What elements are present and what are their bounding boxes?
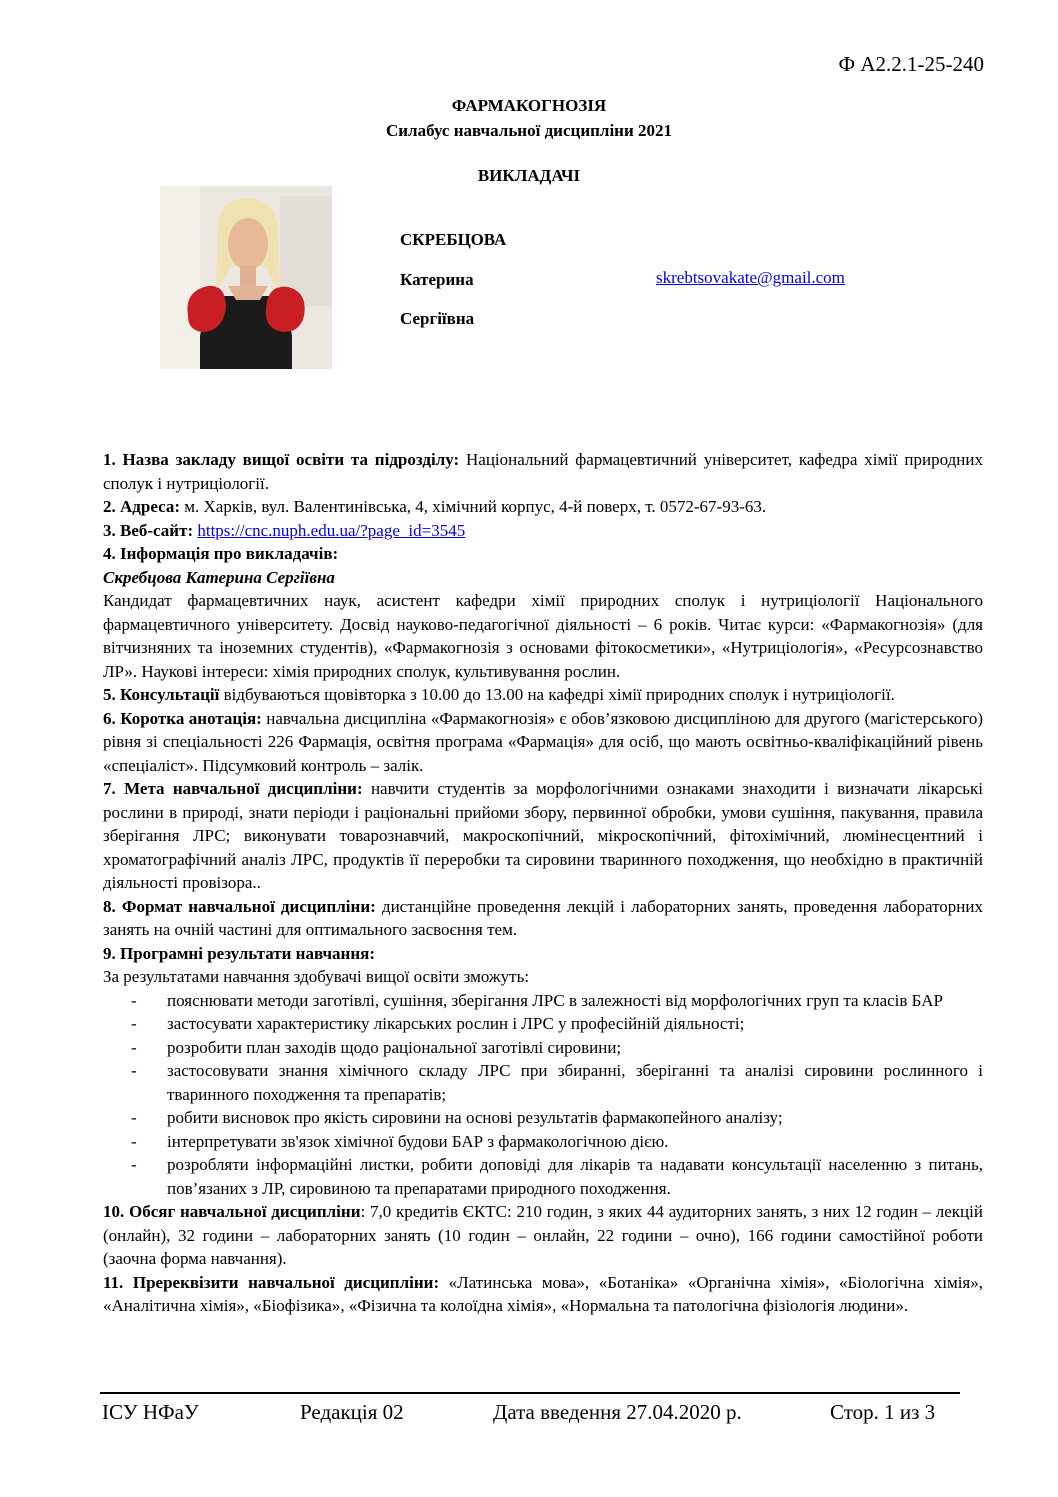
section-7-text: навчити студентів за морфологічними ознаками знаходити і визначати лікарські рослини в природі, знати періоди і раціональні прийоми збору, первинної обробки, умови сушіння, пакування, правила зберігання ЛРС; виконувати товарознавчий, макроскопічний, мікроскопічний, фітохімічний, люмінесцентний і хроматографічний аналіз ЛРС, продуктів її переробки та сировини тваринного походження, що необхідно в практичній діяльності провізора.. <box>103 779 983 892</box>
teacher-portrait-image <box>160 186 332 369</box>
footer-page-number: Стор. 1 из 3 <box>830 1400 936 1424</box>
section-8-label: 8. Формат навчальної дисципліни: <box>103 896 376 916</box>
website-link[interactable]: https://cnc.nuph.edu.ua/?page_id=3545 <box>197 520 466 540</box>
teacher-surname: СКРЕБЦОВА <box>400 230 507 249</box>
section-1-text: Національний фармацевтичний університет, кафедра хімії природних сполук і нутриціології. <box>103 450 983 493</box>
section-11-label: 11. Пререквізити навчальної дисципліни: <box>103 1272 440 1292</box>
section-7-label: 7. Мета навчальної дисципліни: <box>103 779 363 798</box>
syllabus-content <box>103 448 983 1318</box>
section-7 <box>103 777 983 895</box>
section-5 <box>103 683 983 707</box>
section-4-teacher-name <box>103 566 983 590</box>
list-item: - розробляти інформаційні листки, робити доповіді для лікарів та надавати консультації населенню з питань, пов’язаних з ЛР, сировиною та препаратами природного походження. <box>131 1155 983 1198</box>
list-item: - робити висновок про якість сировини на основі результатів фармакопейного аналізу; <box>131 1108 783 1127</box>
section-9 <box>103 942 983 966</box>
footer-date: Дата введення 27.04.2020 р. <box>493 1400 742 1424</box>
section-3-label: 3. Веб-сайт: <box>103 520 194 540</box>
section-11 <box>103 1271 983 1318</box>
section-1 <box>103 448 983 495</box>
footer-org: ІСУ НФаУ <box>102 1400 199 1424</box>
section-9-intro: За результатами навчання здобувачі вищої освіти зможуть: <box>103 967 530 986</box>
footer-divider <box>100 1392 960 1394</box>
section-1-label: 1. Назва закладу вищої освіти та підрозділу: <box>103 450 460 469</box>
teacher-first-name: Катерина <box>400 270 474 289</box>
section-9-label: 9. Програмні результати навчання: <box>103 943 376 963</box>
teacher-email-link[interactable]: skrebtsovakate@gmail.com <box>656 268 845 287</box>
list-item: - розробити план заходів щодо раціональної заготівлі сировини; <box>131 1037 622 1057</box>
section-6-label: 6. Коротка анотація: <box>103 708 262 728</box>
teachers-heading: ВИКЛАДАЧІ <box>477 166 581 185</box>
list-item: - застосовувати знання хімічного складу ЛРС при збиранні, зберіганні та аналізі сировини рослинного і тваринного походження та препаратів; <box>131 1061 983 1104</box>
section-10-text: : 7,0 кредитів ЄКТС: 210 годин, з яких 44 аудиторних занять, з них 12 годин – лекцій (онлайн), 32 години – лабораторних занять (10 годин – онлайн, 22 години – очно), 166 години самостійної роботи (заочна форма навчання). <box>103 1202 983 1268</box>
section-4 <box>103 542 983 566</box>
section-6 <box>103 707 983 778</box>
teacher-patronymic: Сергіївна <box>400 309 475 328</box>
section-5-label: 5. Консультації <box>103 685 220 704</box>
section-8-text: дистанційне проведення лекцій і лабораторних занять, проведення лабораторних занять на очній частині для оптимального засвоєння тем. <box>103 896 984 939</box>
section-4-label: 4. Інформація про викладачів: <box>103 544 339 563</box>
list-item: - пояснювати методи заготівлі, сушіння, зберігання ЛРС в залежності від морфологічних груп та класів БАР <box>131 990 943 1010</box>
teacher-full-name: Скребцова Катерина Сергіївна <box>103 567 335 587</box>
section-2-label: 2. Адреса: <box>103 497 180 516</box>
footer-edition: Редакція 02 <box>300 1400 404 1424</box>
section-10-label: 10. Обсяг навчальної дисципліни <box>103 1202 361 1221</box>
section-11-text: «Латинська мова», «Ботаніка» «Органічна хімія», «Біологічна хімія», «Аналітична хімія», «Біофізика», «Фізична та колоїдна хімія», «Нормальна та патологічна фізіологія людини». <box>103 1272 983 1315</box>
document-code: Ф А2.2.1-25-240 <box>838 52 984 76</box>
section-2-text: м. Харків, вул. Валентинівська, 4, хімічний корпус, 4-й поверх, т. 0572-67-93-63. <box>180 497 767 516</box>
list-item: - застосувати характеристику лікарських рослин і ЛРС у професійній діяльності; <box>131 1014 745 1033</box>
list-item: - інтерпретувати зв'язок хімічної будови БАР з фармакологічною дією. <box>131 1131 669 1151</box>
section-10 <box>103 1200 983 1271</box>
document-subtitle: Силабус навчальної дисципліни 2021 <box>385 121 673 140</box>
section-6-text: навчальна дисципліна «Фармакогнозія» є обов’язковою дисципліною для другого (магістерського) рівня зі спеціальності 226 Фармація, освітня програма «Фармація» для осіб, що мають освітньо-кваліфікаційний рівень «спеціаліст». Підсумковий контроль – залік. <box>103 708 984 775</box>
section-5-text: відбуваються щовівторка з 10.00 до 13.00 на кафедрі хімії природних сполук і нутриціології. <box>219 685 895 704</box>
document-title: ФАРМАКОГНОЗІЯ <box>451 96 607 115</box>
teacher-photo <box>160 186 332 369</box>
section-4-text: Кандидат фармацевтичних наук, асистент кафедри хімії природних сполук і нутриціології Національного фармацевтичного університету. Досвід науково-педагогічної діяльності – 6 років. Читає курси: «Фармакогнозія» (для вітчизняних та іноземних студентів), «Фармакогнозія з основами фітокосметики», «Нутриціологія», «Ресурсознавство ЛР». Наукові інтереси: хімія природних сполук, культивування рослин. <box>103 591 983 681</box>
section-2 <box>103 495 983 519</box>
learning-outcomes-list <box>103 989 983 1201</box>
section-8 <box>103 895 983 942</box>
section-3 <box>103 519 983 543</box>
